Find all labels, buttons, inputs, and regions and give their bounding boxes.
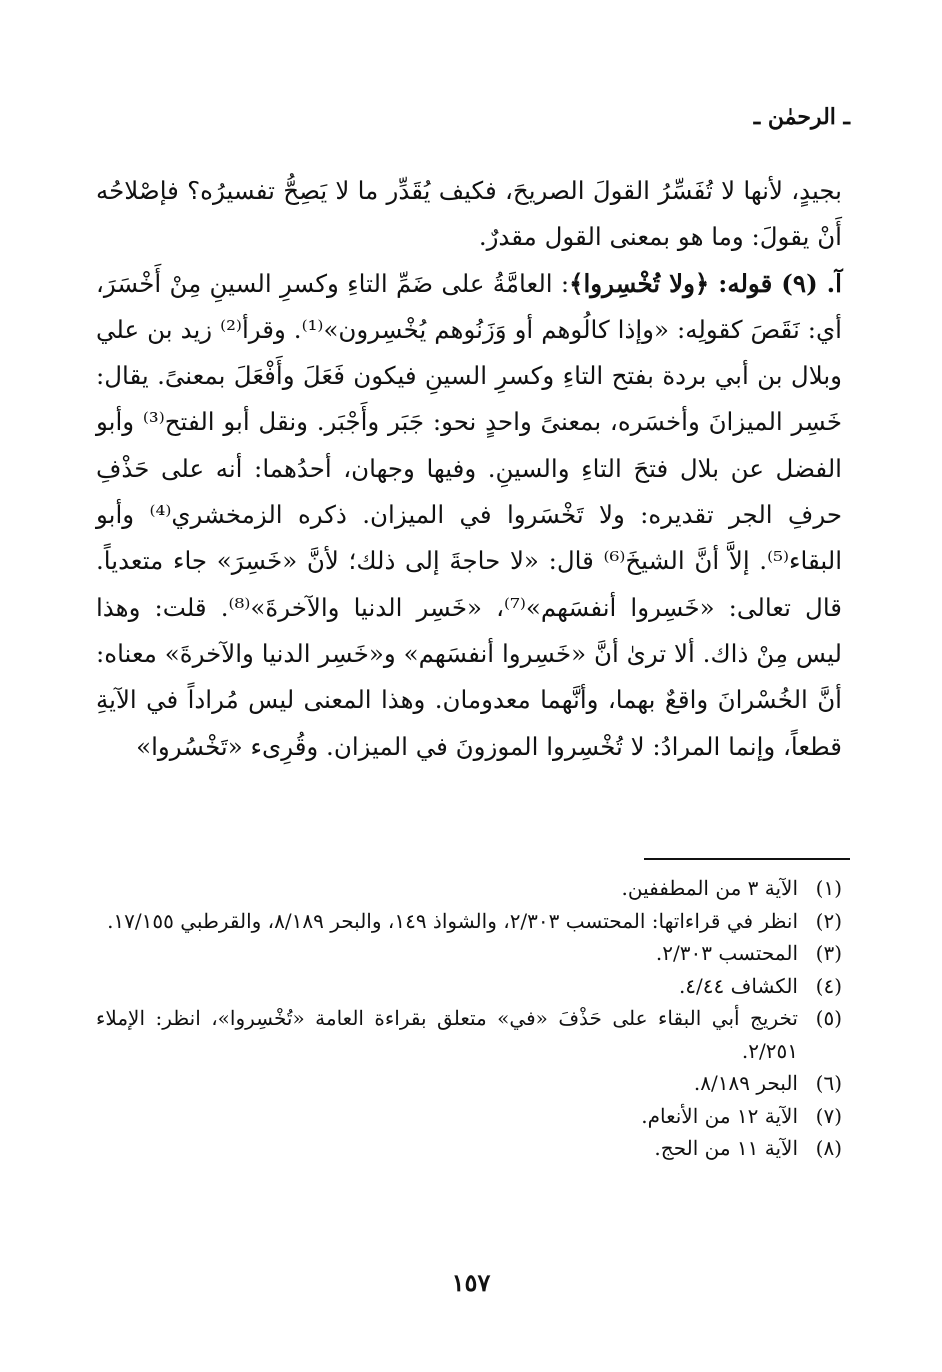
footnote-number: (٣)	[815, 941, 842, 965]
footnote	[96, 937, 842, 970]
footnote	[96, 1002, 842, 1067]
footnote-text: الآية ٣ من المطففين.	[621, 876, 798, 900]
footnote-text: المحتسب ٢/٣٠٣.	[655, 941, 798, 965]
footnote-number: (٢)	[815, 908, 842, 933]
footnotes	[96, 872, 842, 1165]
main-text	[96, 168, 842, 770]
footnote-text: الآية ١٢ من الأنعام.	[641, 1103, 798, 1128]
footnote-number: (٥)	[815, 1006, 842, 1030]
page-number: ١٥٧	[451, 1268, 491, 1297]
footnote-text: انظر في قراءاتها: المحتسب ٢/٣٠٣، والشواذ ١٤٩، والبحر ٨/١٨٩، والقرطبي ١٧/١٥٥.	[107, 908, 798, 933]
footnote-separator	[644, 858, 850, 860]
footnote	[96, 970, 842, 1003]
footnote-text: البحر ٨/١٨٩.	[693, 1071, 798, 1095]
running-header: ـ الرحمٰن ـ	[753, 104, 850, 130]
footnote-number: (١)	[815, 876, 842, 900]
paragraph-2	[96, 261, 842, 770]
footnote	[96, 872, 842, 905]
footnote-number: (٦)	[815, 1071, 842, 1095]
footnote-text: تخريج أبي البقاء على حَذْفَ «في» متعلق بقراءة العامة «تُخْسِروا»، انظر: الإملاء ٢/٢٥١.	[96, 1006, 799, 1063]
footnote-text: الآية ١١ من الحج.	[654, 1136, 798, 1160]
footnote	[96, 905, 842, 938]
footnote-number: (٤)	[815, 973, 842, 998]
footnote	[96, 1100, 842, 1133]
footnote	[96, 1067, 842, 1100]
paragraph-2-text: : العامَّةُ على ضَمِّ التاءِ وكسرِ السينِ مِنْ أَخْسَرَ، أي: نَقَصَ كقولِه: «وإذا كالُوهم أو وَزَنُوهم يُخْسِرون»⁽¹⁾. وقرأ⁽²⁾ زيد بن علي وبلال بن أبي بردة بفتح التاءِ وكسرِ السينِ فيكون فَعَلَ وأَفْعَلَ بمعنىً. يقال: خَسِر الميزانَ وأخسَره، بمعنىً واحدٍ نحو: جَبَر وأَجْبَر. ونقل أبو الفتح⁽³⁾ وأبو الفضل عن بلال فتحَ التاءِ والسينِ. وفيها وجهان، أحدُهما: أنه على حَذْفِ حرفِ الجر تقديره: ولا تَخْسَروا في الميزان. ذكره الزمخشري⁽⁴⁾ وأبو البقاء⁽⁵⁾. إلاَّ أنَّ الشيخَ⁽⁶⁾ قال: «لا حاجةَ إلى ذلك؛ لأنَّ «خَسِرَ» جاء متعدياً. قال تعالى: «خَسِروا أنفسَهم»⁽⁷⁾، «خَسِر الدنيا والآخرةَ»⁽⁸⁾. قلت: وهذا ليس مِنْ ذاك. ألا ترىٰ أنَّ «خَسِروا أنفسَهم» و«خَسِر الدنيا والآخرةَ» معناه: أنَّ الخُسْرانَ واقعٌ بهما، وأنَّهما معدومان. وهذا المعنى ليس مُراداً في الآيةِ قطعاً، وإنما المرادُ: لا تُخْسِروا الموزونَ في الميزان. وقُرِىء «تَخْسُروا»	[96, 268, 842, 761]
footnote-number: (٨)	[815, 1136, 842, 1160]
paragraph-1: بجيدٍ، لأنها لا تُفَسِّرُ القولَ الصريحَ، فكيف يُقَدِّر ما لا يَصِحُّ تفسيرُه؟ فإصْلاحُه أَنْ يقولَ: وما هو بمعنى القول مقدرٌ.	[96, 176, 842, 252]
footnote	[96, 1132, 842, 1165]
footnote-text: الكشاف ٤/٤٤.	[678, 973, 798, 998]
footnote-number: (٧)	[815, 1103, 842, 1128]
verse-heading: آ. (٩) قوله: ﴿ولا تُخْسِروا﴾	[569, 268, 842, 298]
